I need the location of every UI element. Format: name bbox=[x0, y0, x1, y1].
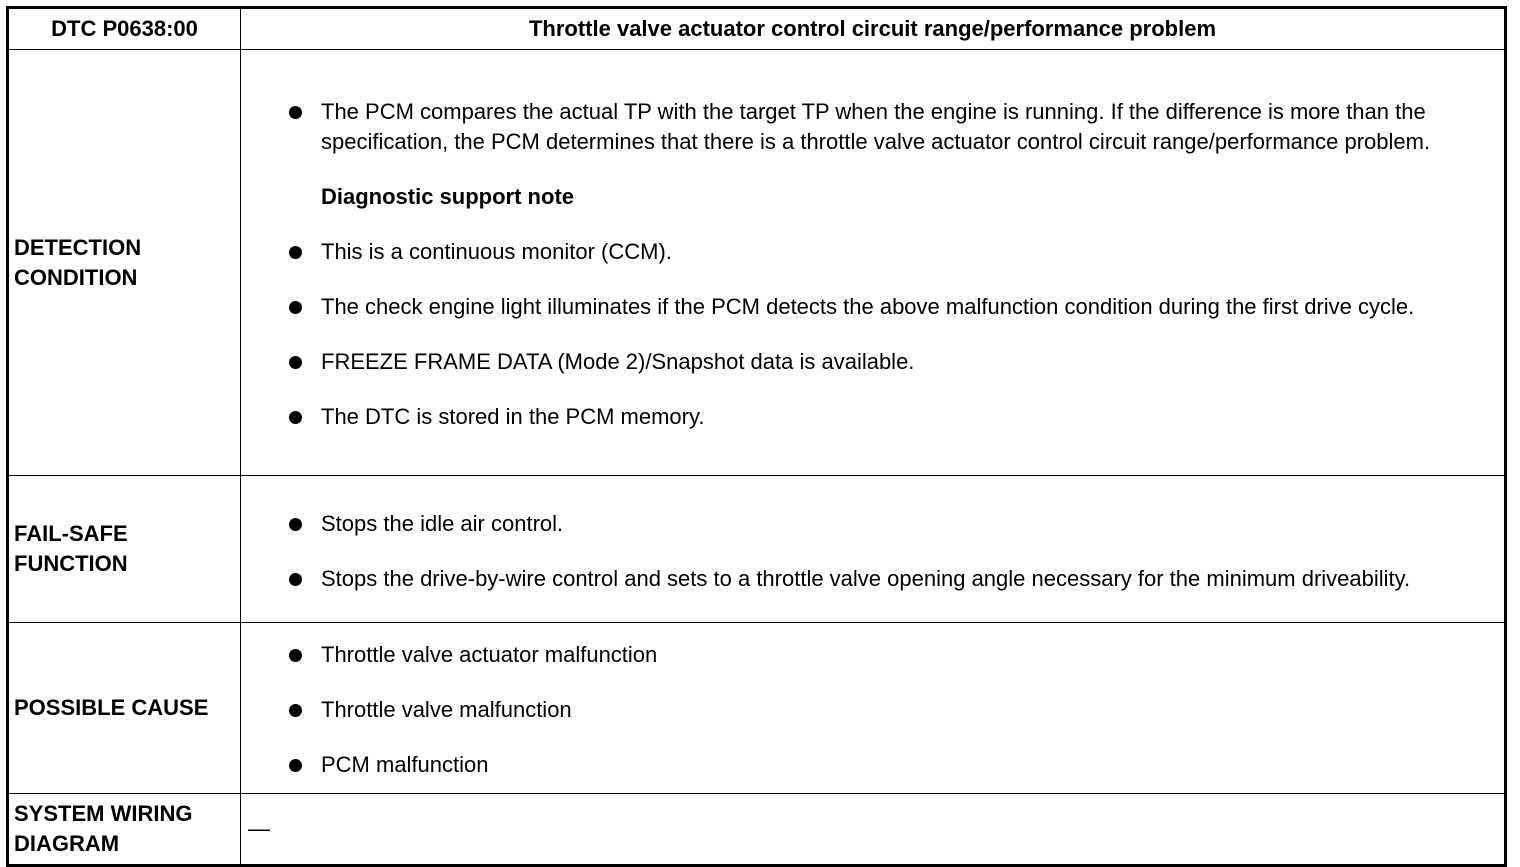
list-item bbox=[287, 347, 1464, 377]
list-item bbox=[287, 509, 1464, 539]
dtc-code: DTC P0638:00 bbox=[8, 8, 241, 50]
bullet-icon bbox=[289, 411, 302, 424]
detection-content bbox=[241, 50, 1506, 476]
bullet-icon bbox=[289, 649, 302, 662]
bullet-icon bbox=[289, 573, 302, 586]
wiring-label-line1: SYSTEM WIRING bbox=[14, 801, 193, 826]
list-item bbox=[287, 564, 1464, 594]
diagnostic-note-heading: Diagnostic support note bbox=[321, 184, 574, 209]
bullet-icon bbox=[289, 518, 302, 531]
bullet-icon bbox=[289, 759, 302, 772]
list-item bbox=[287, 695, 1464, 725]
failsafe-content bbox=[241, 476, 1506, 623]
note-text: The DTC is stored in the PCM memory. bbox=[321, 404, 705, 429]
failsafe-label-line1: FAIL-SAFE bbox=[14, 521, 128, 546]
failsafe-label-line2: FUNCTION bbox=[14, 551, 128, 576]
detection-row bbox=[8, 50, 1506, 476]
note-text: The check engine light illuminates if the PCM detects the above malfunction condition during the first drive cycle. bbox=[321, 294, 1415, 319]
cause-label: POSSIBLE CAUSE bbox=[8, 623, 241, 794]
detection-intro: The PCM compares the actual TP with the target TP when the engine is running. If the difference is more than the specification, the PCM determines that there is a throttle valve actuator control circuit range/performance problem. bbox=[321, 99, 1431, 154]
bullet-icon bbox=[289, 356, 302, 369]
note-text: FREEZE FRAME DATA (Mode 2)/Snapshot data is available. bbox=[321, 349, 915, 374]
failsafe-label bbox=[8, 476, 241, 623]
cause-text: Throttle valve malfunction bbox=[321, 697, 572, 722]
cause-text: Throttle valve actuator malfunction bbox=[321, 642, 658, 667]
bullet-icon bbox=[289, 106, 302, 119]
list-item bbox=[287, 640, 1464, 670]
detection-label bbox=[8, 50, 241, 476]
dtc-table bbox=[6, 6, 1507, 867]
failsafe-text: Stops the idle air control. bbox=[321, 510, 564, 536]
header-row bbox=[8, 8, 1506, 50]
list-item bbox=[287, 292, 1464, 322]
cause-text: PCM malfunction bbox=[321, 752, 489, 777]
list-item bbox=[287, 237, 1464, 267]
list-item bbox=[287, 750, 1464, 780]
bullet-icon bbox=[289, 246, 302, 259]
wiring-value: — bbox=[241, 794, 1506, 866]
note-text: This is a continuous monitor (CCM). bbox=[321, 239, 672, 264]
wiring-label-line2: DIAGRAM bbox=[14, 831, 120, 856]
dtc-title: Throttle valve actuator control circuit range/performance problem bbox=[241, 8, 1506, 50]
failsafe-row bbox=[8, 476, 1506, 623]
list-item bbox=[287, 402, 1464, 432]
bullet-icon bbox=[289, 301, 302, 314]
detection-label-line1: DETECTION bbox=[14, 234, 142, 260]
detection-label-line2: CONDITION bbox=[14, 264, 138, 290]
cause-content bbox=[241, 623, 1506, 794]
cause-row bbox=[8, 623, 1506, 794]
list-item bbox=[287, 97, 1464, 157]
failsafe-text: Stops the drive-by-wire control and sets to a throttle valve opening angle necessary for the minimum driveability. bbox=[321, 565, 1411, 591]
wiring-row bbox=[8, 794, 1506, 866]
bullet-icon bbox=[289, 704, 302, 717]
wiring-label bbox=[8, 794, 241, 866]
